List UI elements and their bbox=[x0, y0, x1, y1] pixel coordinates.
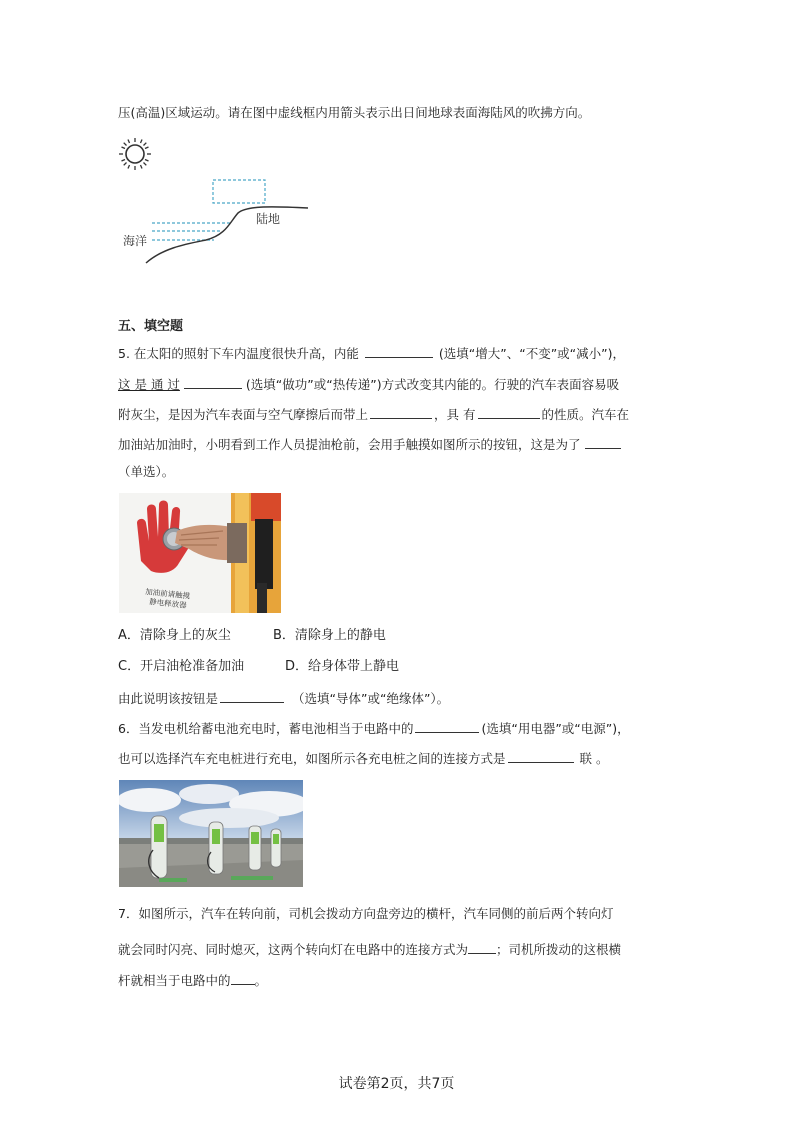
q5-text: 加油站加油时，小明看到工作人员提油枪前，会用手触摸如图所示的按钮，这是为了 bbox=[118, 437, 581, 452]
sun-icon bbox=[119, 138, 151, 170]
charging-stations-photo bbox=[119, 780, 303, 887]
q5-text: ，具 有 bbox=[434, 407, 476, 422]
q5-text: (选填“做功”或“热传递”)方式改变其内能的。行驶的汽车表面容易吸 bbox=[245, 377, 620, 392]
option-a[interactable]: A．清除身上的灰尘 bbox=[118, 628, 231, 643]
q6-blank-2[interactable] bbox=[508, 748, 574, 763]
q5-line-5: （单选）。 bbox=[118, 464, 175, 479]
q5-text: 由此说明该按钮是 bbox=[118, 691, 219, 706]
q5-blank-6[interactable] bbox=[220, 688, 284, 703]
q5-line-2 bbox=[118, 374, 619, 394]
q5-blank-5[interactable] bbox=[585, 434, 621, 449]
q6-text: 联 。 bbox=[579, 751, 609, 766]
q5-blank-3[interactable] bbox=[370, 404, 432, 419]
photo-caption-2: 静电释放器 bbox=[148, 597, 188, 610]
option-d[interactable]: D．给身体带上静电 bbox=[285, 659, 400, 674]
q6-blank-1[interactable] bbox=[415, 718, 479, 733]
q7-blank-2[interactable] bbox=[231, 970, 255, 985]
q7-line-1: 7．如图所示，汽车在转向前，司机会拨动方向盘旁边的横杆，汽车同侧的前后两个转向灯 bbox=[118, 906, 614, 921]
air-layer-lines bbox=[152, 223, 230, 240]
q7-line-2 bbox=[118, 939, 621, 959]
option-b[interactable]: B．清除身上的静电 bbox=[273, 628, 386, 643]
q5-text: 附灰尘，是因为汽车表面与空气摩擦后而带上 bbox=[118, 407, 369, 422]
q5-text: 的性质。汽车在 bbox=[541, 407, 630, 422]
q5-blank-4[interactable] bbox=[478, 404, 540, 419]
q5-line-6 bbox=[118, 688, 449, 708]
intro-text: 压(高温)区域运动。请在图中虚线框内用箭头表示出日间地球表面海陆风的吹拂方向。 bbox=[118, 105, 591, 120]
q6-text: (选填“用电器”或“电源”)， bbox=[481, 721, 630, 736]
answer-box[interactable] bbox=[213, 180, 265, 203]
q7-text: 就会同时闪亮、同时熄灭，这两个转向灯在电路中的连接方式为 bbox=[118, 942, 469, 957]
q5-line-3 bbox=[118, 404, 629, 424]
page-footer: 试卷第2页，共7页 bbox=[338, 1076, 455, 1092]
q6-text: 6．当发电机给蓄电池充电时，蓄电池相当于电路中的 bbox=[118, 721, 414, 736]
q7-line-3 bbox=[118, 970, 267, 990]
sea-land-diagram bbox=[118, 136, 318, 266]
q5-line-1 bbox=[118, 343, 625, 363]
static-button-photo bbox=[119, 493, 281, 613]
q7-text: 。 bbox=[254, 973, 268, 988]
photo-caption-1: 加油前请触摸 bbox=[144, 587, 191, 601]
q5-text: 这 是 通 过 bbox=[118, 377, 180, 392]
coastline bbox=[146, 207, 308, 263]
q5-blank-2[interactable] bbox=[184, 374, 242, 389]
q6-line-1 bbox=[118, 718, 630, 738]
q7-text: ；司机所拨动的这根横 bbox=[496, 942, 622, 957]
q6-text: 也可以选择汽车充电桩进行充电，如图所示各充电桩之间的连接方式是 bbox=[118, 751, 506, 766]
q5-text: (选填“增大”、“不变”或“减小”)， bbox=[438, 346, 626, 361]
q5-blank-1[interactable] bbox=[365, 343, 433, 358]
q5-text: 5. 在太阳的照射下车内温度很快升高，内能 bbox=[118, 346, 359, 361]
sea-label: 海洋 bbox=[123, 234, 148, 248]
q7-text: 杆就相当于电路中的 bbox=[118, 973, 231, 988]
q5-text: （选填“导体”或“绝缘体”）。 bbox=[292, 691, 450, 706]
q6-line-2 bbox=[118, 748, 609, 768]
option-c[interactable]: C．开启油枪准备加油 bbox=[118, 659, 245, 674]
land-label: 陆地 bbox=[256, 212, 281, 226]
q5-line-4 bbox=[118, 434, 621, 454]
section-title: 五、填空题 bbox=[118, 319, 184, 334]
q7-blank-1[interactable] bbox=[468, 939, 496, 954]
